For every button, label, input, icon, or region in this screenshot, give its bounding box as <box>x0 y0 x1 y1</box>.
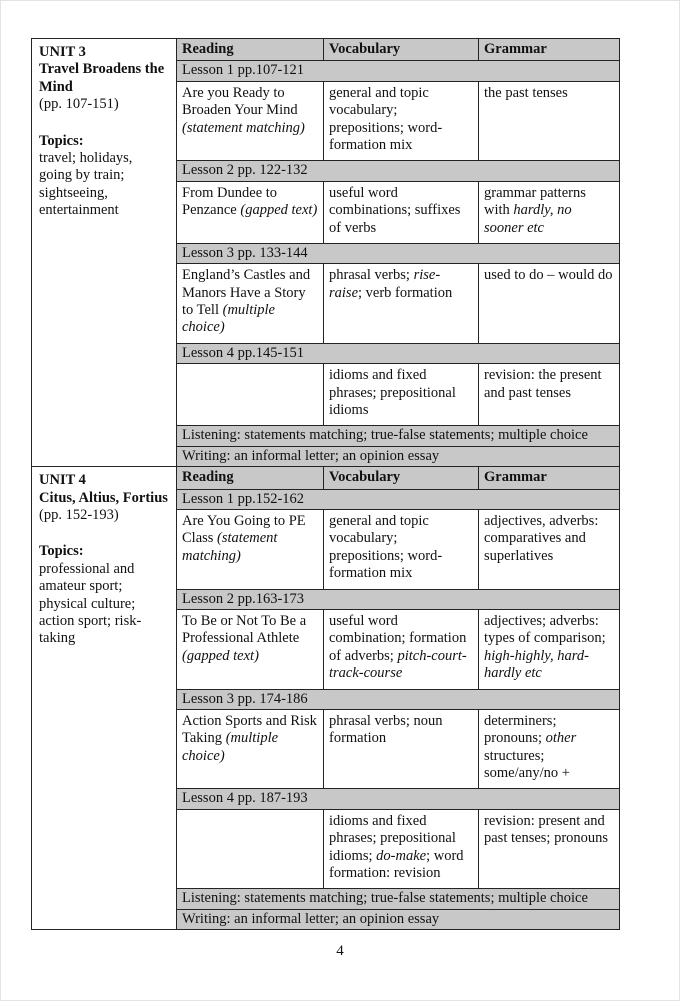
unit-4-lesson-4-grammar-cell: revision: present and past tenses; pronouns <box>479 809 620 889</box>
unit-3-lesson-4-band: Lesson 4 pp.145-151 <box>177 343 620 363</box>
unit-3-listening: Listening: statements matching; true-false statements; multiple choice <box>177 426 620 446</box>
unit-3-writing: Writing: an informal letter; an opinion essay <box>177 446 620 466</box>
unit-3-lesson-2-vocabulary-cell: useful word combinations; suffixes of verbs <box>324 181 479 243</box>
unit-4-lesson-1-grammar-cell: adjectives, adverbs: comparatives and superlatives <box>479 509 620 589</box>
unit-4-lesson-1-reading-cell: Are You Going to PE Class (statement matching) <box>177 509 324 589</box>
unit-4-pages: (pp. 152-193) <box>39 506 119 523</box>
unit-3-lesson-3-vocabulary-cell: phrasal verbs; rise-raise; verb formation <box>324 264 479 344</box>
column-header-reading: Reading <box>177 39 324 61</box>
unit-4-lesson-2-band: Lesson 2 pp.163-173 <box>177 589 620 609</box>
unit-3-lesson-4-grammar-cell: revision: the present and past tenses <box>479 364 620 426</box>
spacer <box>39 114 169 133</box>
unit-4-writing: Writing: an informal letter; an opinion essay <box>177 909 620 929</box>
unit-4-lesson-1-vocabulary-cell: general and topic vocabulary; prepositions; word-formation mix <box>324 509 479 589</box>
unit-4-lesson-2-grammar-cell: adjectives; adverbs: types of comparison; high-highly, hard-hardly etc <box>479 609 620 689</box>
unit-3-lesson-4-reading-cell <box>177 364 324 426</box>
unit-4-lesson-3-grammar-cell: determiners; pronouns; other structures; some/any/no + <box>479 709 620 789</box>
course-contents-table <box>31 38 620 930</box>
unit-3-lesson-1-grammar-cell: the past tenses <box>479 81 620 161</box>
unit-3-pages: (pp. 107-151) <box>39 96 119 113</box>
unit-3-title: UNIT 3 <box>39 44 86 60</box>
unit-4-lesson-4-reading-cell <box>177 809 324 889</box>
unit-4-lesson-2-vocabulary-cell: useful word combination; formation of adverbs; pitch-court-track-course <box>324 609 479 689</box>
unit-3-name: Travel Broadens the Mind <box>39 61 165 95</box>
unit-4-lesson-3-reading-cell: Action Sports and Risk Taking (multiple choice) <box>177 709 324 789</box>
column-header-vocabulary: Vocabulary <box>324 39 479 61</box>
column-header-grammar: Grammar <box>479 467 620 489</box>
unit-3-lesson-4-vocabulary-cell: idioms and fixed phrases; prepositional idioms <box>324 364 479 426</box>
unit-3-lesson-1-reading-cell: Are you Ready to Broaden Your Mind (statement matching) <box>177 81 324 161</box>
unit-4-lesson-4-vocabulary-cell: idioms and fixed phrases; prepositional idioms; do-make; word formation: revision <box>324 809 479 889</box>
unit-4-lesson-4-band: Lesson 4 pp. 187-193 <box>177 789 620 809</box>
unit-3-lesson-1-band: Lesson 1 pp.107-121 <box>177 61 620 81</box>
unit-4-topics-text: professional and amateur sport; physical culture; action sport; risk-taking <box>39 560 142 647</box>
column-header-grammar: Grammar <box>479 39 620 61</box>
unit-3-header-row <box>32 39 620 61</box>
unit-4-header-row <box>32 467 620 489</box>
unit-3-topics-label: Topics: <box>39 132 84 149</box>
unit-4-lesson-3-band: Lesson 3 pp. 174-186 <box>177 689 620 709</box>
unit-4-lesson-3-vocabulary-cell: phrasal verbs; noun formation <box>324 709 479 789</box>
unit-4-info-cell <box>32 467 177 930</box>
unit-3-topics-text: travel; holidays, going by train; sightseeing, entertainment <box>39 149 133 219</box>
unit-3-lesson-2-band: Lesson 2 pp. 122-132 <box>177 161 620 181</box>
unit-3-lesson-3-grammar-cell: used to do – would do <box>479 264 620 344</box>
unit-4-title: UNIT 4 <box>39 472 86 489</box>
column-header-vocabulary: Vocabulary <box>324 467 479 489</box>
unit-3-lesson-1-vocabulary-cell: general and topic vocabulary; prepositions; word-formation mix <box>324 81 479 161</box>
page-number: 4 <box>336 943 344 959</box>
unit-4-name: Citus, Altius, Fortius <box>39 489 168 506</box>
unit-4-listening: Listening: statements matching; true-false statements; multiple choice <box>177 889 620 909</box>
unit-3-section <box>32 39 620 467</box>
unit-4-lesson-1-band: Lesson 1 pp.152-162 <box>177 489 620 509</box>
unit-3-info-cell <box>32 39 177 467</box>
unit-3-lesson-2-reading-cell: From Dundee to Penzance (gapped text) <box>177 181 324 243</box>
unit-4-section <box>32 467 620 930</box>
unit-4-topics-label: Topics: <box>39 543 84 560</box>
unit-4-lesson-2-reading-cell: To Be or Not To Be a Professional Athlete (gapped text) <box>177 609 324 689</box>
unit-3-lesson-3-reading-cell: England’s Castles and Manors Have a Story to Tell (multiple choice) <box>177 264 324 344</box>
unit-3-lesson-3-band: Lesson 3 pp. 133-144 <box>177 243 620 263</box>
spacer <box>39 524 169 543</box>
unit-3-lesson-2-grammar-cell: grammar patterns with hardly, no sooner etc <box>479 181 620 243</box>
column-header-reading: Reading <box>177 467 324 489</box>
